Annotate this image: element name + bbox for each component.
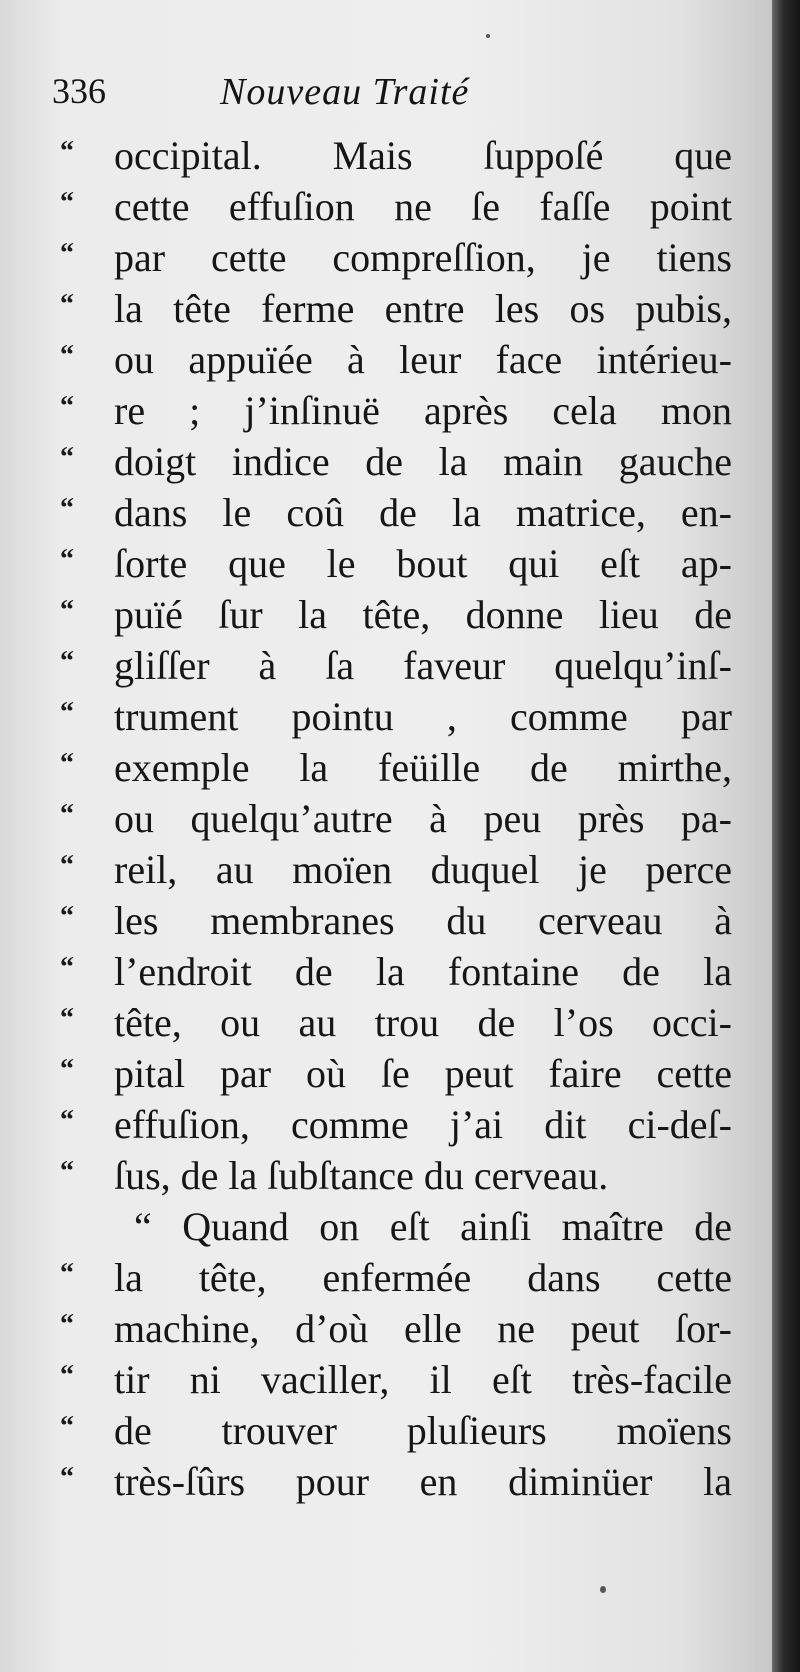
quotation-mark: “ [60,1054,74,1085]
quotation-mark: “ [60,1156,74,1187]
line-text: ſorte que le bout qui eſt ap- [114,541,732,586]
text-line [52,1252,732,1303]
quotation-mark: “ [60,391,74,422]
line-text: re ; j’inſinuë après cela mon [114,388,732,433]
line-text: puïé ſur la tête, donne lieu de [114,592,732,637]
line-text: gliſſer à ſa faveur quelqu’inſ- [114,643,732,688]
line-text: tête, ou au trou de l’os occi- [114,1000,732,1045]
line-text: la tête ferme entre les os pubis, [114,286,732,331]
text-line [52,589,732,640]
text-line [52,1354,732,1405]
quotation-mark: “ [60,748,74,779]
quotation-mark: “ [60,595,74,626]
quotation-mark: “ [60,442,74,473]
text-line [52,232,732,283]
quotation-mark: “ [60,1360,74,1391]
text-line [52,181,732,232]
line-text: occipital. Mais ſuppoſé que [114,133,732,178]
quotation-mark: “ [60,136,74,167]
running-head [52,70,732,130]
text-line [52,1048,732,1099]
text-line [52,844,732,895]
line-text: très-ſûrs pour en diminüer la [114,1459,732,1504]
quotation-mark: “ [60,1105,74,1136]
quotation-mark: “ [60,493,74,524]
text-line [52,1150,732,1201]
text-line [52,487,732,538]
line-text: tir ni vaciller, il eſt très-facile [114,1357,732,1402]
quotation-mark: “ [60,340,74,371]
line-text: doigt indice de la main gauche [114,439,732,484]
line-text: “ Quand on eſt ainſi maître de [134,1204,732,1249]
line-text: la tête, enfermée dans cette [114,1255,732,1300]
text-line [52,793,732,844]
page-number: 336 [52,71,106,111]
text-line [52,946,732,997]
text-line [52,334,732,385]
text-line [52,997,732,1048]
line-text: l’endroit de la fontaine de la [114,949,732,994]
text-line [52,640,732,691]
quotation-mark: “ [60,1258,74,1289]
quotation-mark: “ [60,952,74,983]
line-text: par cette compreſſion, je tiens [114,235,732,280]
line-text: effuſion, comme j’ai dit ci-deſ- [114,1102,732,1147]
line-text: de trouver pluſieurs moïens [114,1408,732,1453]
quotation-mark: “ [60,901,74,932]
quotation-mark: “ [60,1462,74,1493]
text-line [52,1303,732,1354]
running-title: Nouveau Traité [220,71,470,113]
quotation-mark: “ [60,289,74,320]
line-text: machine, d’où elle ne peut ſor- [114,1306,732,1351]
text-line [52,385,732,436]
text-line [52,1456,732,1507]
ink-speck [600,1586,606,1593]
quotation-mark: “ [60,544,74,575]
line-text: cette effuſion ne ſe faſſe point [114,184,732,229]
quotation-mark: “ [60,799,74,830]
quotation-mark: “ [60,187,74,218]
text-line [52,895,732,946]
quotation-mark: “ [60,238,74,269]
text-line [52,538,732,589]
text-line [52,283,732,334]
page-edge-shadow [772,0,800,1672]
line-text: ou quelqu’autre à peu près pa- [114,796,732,841]
line-text: ſus, de la ſubſtance du cerveau. [114,1153,609,1198]
quotation-mark: “ [60,697,74,728]
text-line [52,742,732,793]
text-line [52,436,732,487]
line-text: pital par où ſe peut faire cette [114,1051,732,1096]
quotation-mark: “ [60,646,74,677]
line-text: ou appuïée à leur face intérieu- [114,337,732,382]
line-text: exemple la feüille de mirthe, [114,745,732,790]
text-line [52,1201,732,1252]
line-text: les membranes du cerveau à [114,898,732,943]
text-line [52,1099,732,1150]
quotation-mark: “ [60,1309,74,1340]
quotation-mark: “ [60,1003,74,1034]
line-text: dans le coû de la matrice, en- [114,490,732,535]
text-line [52,1405,732,1456]
line-text: reil, au moïen duquel je perce [114,847,732,892]
quotation-mark: “ [60,850,74,881]
text-block [52,130,732,1507]
text-line [52,130,732,181]
line-text: trument pointu , comme par [114,694,732,739]
ink-speck [486,34,490,38]
quotation-mark: “ [60,1411,74,1442]
text-line [52,691,732,742]
